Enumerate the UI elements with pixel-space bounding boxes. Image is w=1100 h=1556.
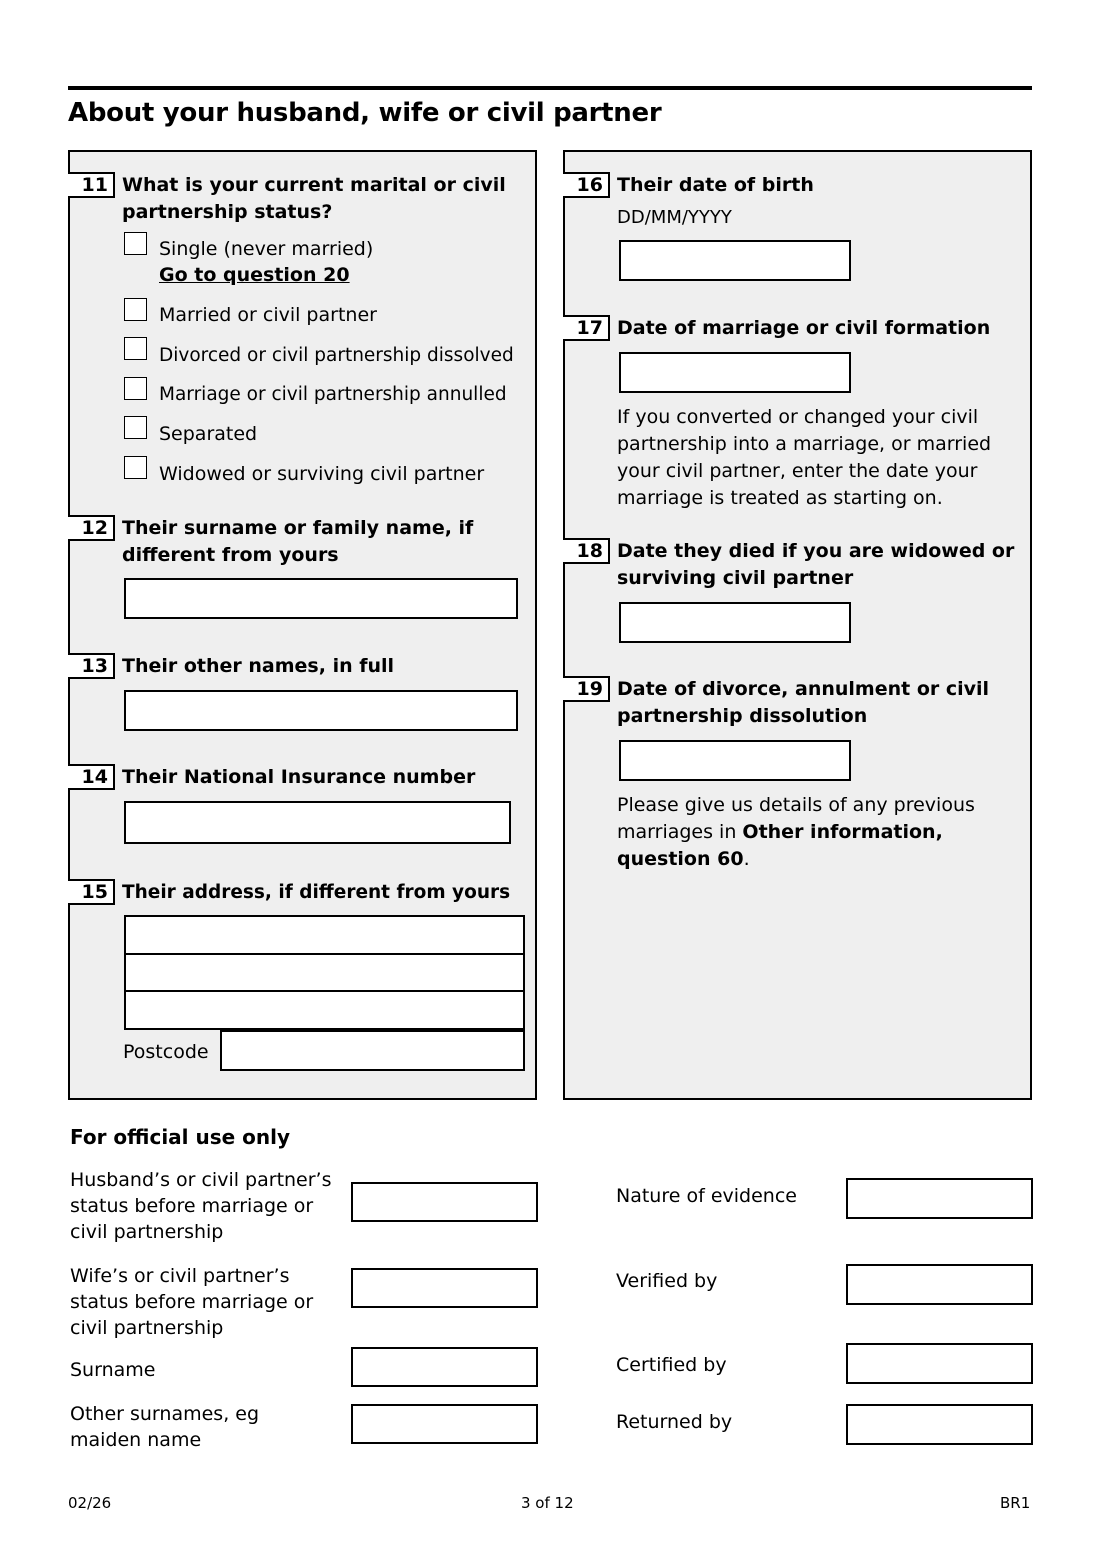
header-rule <box>68 86 1032 90</box>
question-19-note-reference: Other information, question 60 <box>617 821 943 870</box>
official-label-other-surnames: Other surnames, eg maiden name <box>70 1403 260 1451</box>
question-number-19: 19 <box>563 676 610 702</box>
question-number-15: 15 <box>68 879 115 905</box>
official-wife-status-field[interactable] <box>351 1268 538 1308</box>
question-number-18: 18 <box>563 538 610 564</box>
address-line-2-field[interactable] <box>124 953 525 992</box>
national-insurance-field[interactable] <box>124 801 511 844</box>
question-number-14: 14 <box>68 764 115 790</box>
question-number-13: 13 <box>68 653 115 679</box>
official-verified-by-field[interactable] <box>846 1264 1033 1305</box>
option-annulled-label: Marriage or civil partnership annulled <box>159 384 507 405</box>
question-19-text: Date of divorce, annulment or civil partnership dissolution <box>617 678 990 727</box>
marriage-date-field[interactable] <box>619 352 851 393</box>
official-surname-field[interactable] <box>351 1347 538 1387</box>
official-returned-by-field[interactable] <box>846 1404 1033 1445</box>
question-19-note-end: . <box>743 848 750 870</box>
option-separated-label: Separated <box>159 423 258 445</box>
official-label-wife-status: Wife’s or civil partner’s status before marriage or civil partnership <box>70 1265 314 1339</box>
question-number-12: 12 <box>68 515 115 541</box>
postcode-label: Postcode <box>123 1041 209 1063</box>
footer-form-code: BR1 <box>1000 1494 1031 1512</box>
official-other-surnames-field[interactable] <box>351 1404 538 1444</box>
official-use-heading: For official use only <box>70 1125 291 1149</box>
checkbox-annulled[interactable] <box>124 377 147 400</box>
date-format-hint: DD/MM/YYYY <box>617 207 732 228</box>
divorce-date-field[interactable] <box>619 740 851 781</box>
option-divorced-label: Divorced or civil partnership dissolved <box>159 345 514 366</box>
option-married-label: Married or civil partner <box>159 304 377 326</box>
question-17-text: Date of marriage or civil formation <box>617 317 991 339</box>
question-18-text: Date they died if you are widowed or surviving civil partner <box>617 540 1015 589</box>
checkbox-widowed[interactable] <box>124 456 147 479</box>
date-died-field[interactable] <box>619 602 851 643</box>
question-number-11: 11 <box>68 172 115 198</box>
question-number-16: 16 <box>563 172 610 198</box>
question-17-note: If you converted or changed your civil partnership into a marriage, or married your civil partner, enter the date your marriage is treated as starting on. <box>617 406 992 509</box>
question-12-text: Their surname or family name, if different from yours <box>122 517 474 566</box>
official-label-husband-status: Husband’s or civil partner’s status before marriage or civil partnership <box>70 1169 332 1243</box>
official-label-surname: Surname <box>70 1359 156 1381</box>
official-label-returned-by: Returned by <box>616 1411 733 1433</box>
official-label-certified-by: Certified by <box>616 1354 727 1376</box>
official-husband-status-field[interactable] <box>351 1182 538 1222</box>
address-line-1-field[interactable] <box>124 915 525 955</box>
official-nature-of-evidence-field[interactable] <box>846 1178 1033 1219</box>
surname-field[interactable] <box>124 578 518 619</box>
postcode-field[interactable] <box>220 1030 525 1071</box>
checkbox-married[interactable] <box>124 298 147 321</box>
question-15-text: Their address, if different from yours <box>122 882 511 903</box>
official-label-verified-by: Verified by <box>616 1270 718 1292</box>
option-single-label: Single (never married) <box>159 238 374 260</box>
question-19-note-text: Please give us details of any previous marriages in <box>617 794 975 843</box>
checkbox-single[interactable] <box>124 232 147 255</box>
goto-question-20-link[interactable]: Go to question 20 <box>159 264 350 286</box>
question-19-note <box>617 792 1012 873</box>
question-13-text: Their other names, in full <box>122 655 395 677</box>
question-11-text: What is your current marital or civil partnership status? <box>122 174 506 223</box>
footer-date: 02/26 <box>68 1494 112 1512</box>
footer-page-number: 3 of 12 <box>521 1494 574 1512</box>
address-line-3-field[interactable] <box>124 990 525 1030</box>
checkbox-separated[interactable] <box>124 416 147 439</box>
checkbox-divorced[interactable] <box>124 337 147 360</box>
other-names-field[interactable] <box>124 690 518 731</box>
official-certified-by-field[interactable] <box>846 1343 1033 1384</box>
page-title: About your husband, wife or civil partner <box>68 98 662 128</box>
question-14-text: Their National Insurance number <box>122 766 476 788</box>
question-16-text: Their date of birth <box>617 174 814 196</box>
date-of-birth-field[interactable] <box>619 240 851 281</box>
official-label-nature-of-evidence: Nature of evidence <box>616 1185 797 1207</box>
option-widowed-label: Widowed or surviving civil partner <box>159 463 485 485</box>
question-number-17: 17 <box>563 315 610 341</box>
